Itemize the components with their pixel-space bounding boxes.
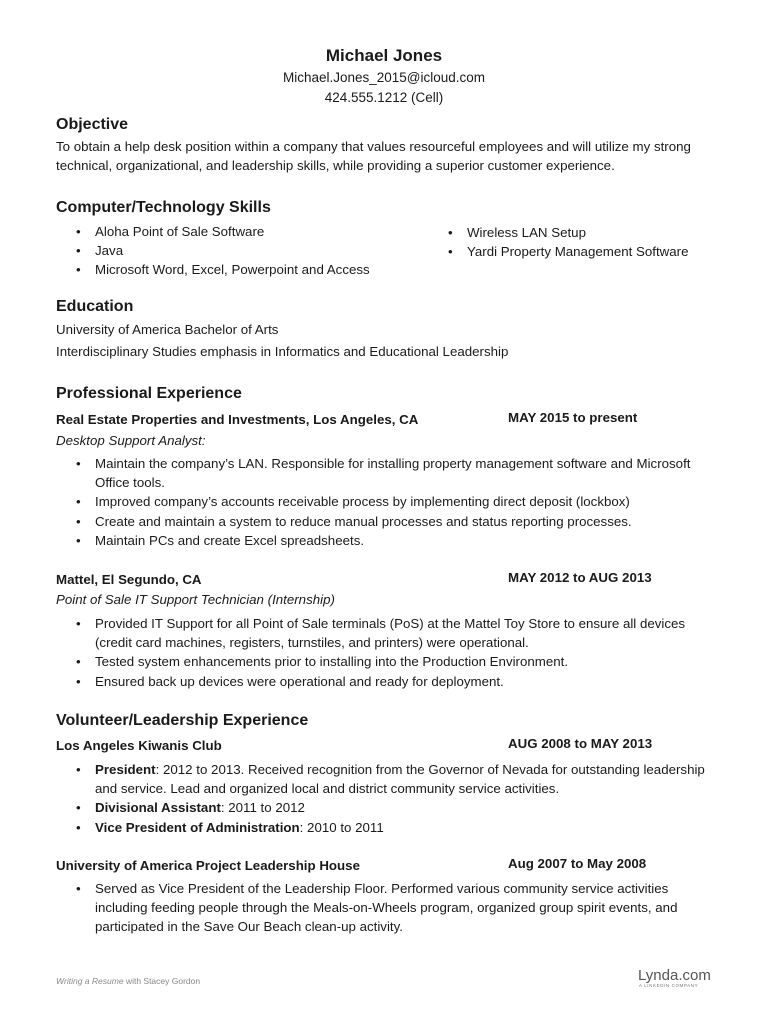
phone-number: 424.555.1212 (Cell) [324, 90, 444, 105]
lynda-logo [638, 967, 711, 988]
list-item: • Microsoft Word, Excel, Powerpoint and Access [76, 260, 370, 279]
list-item: • Maintain the company’s LAN. Responsible for installing property management software and Microsoft Office tools. [76, 454, 712, 492]
list-item: • Served as Vice President of the Leadership Floor. Performed various community service activities including feeding people through the Meals-on-Wheels program, organized group spirit events, and participated in the Save Our Beach clean-up activity. [76, 879, 712, 937]
education-heading: Education [56, 298, 134, 315]
email-address: Michael.Jones_2015@icloud.com [282, 70, 486, 85]
role-text: : 2010 to 2011 [299, 819, 384, 835]
job-bullets [76, 454, 712, 550]
logo-tagline: A LINKEDIN COMPANY [639, 983, 699, 988]
volunteer-dates: Aug 2007 to May 2008 [508, 856, 647, 871]
list-item: • Aloha Point of Sale Software [76, 222, 370, 241]
volunteer-org: University of America Project Leadership House [56, 858, 360, 873]
skills-list-right [448, 223, 688, 261]
education-emphasis: Interdisciplinary Studies emphasis in Informatics and Educational Leadership [56, 344, 509, 359]
job-role: Desktop Support Analyst: [56, 433, 206, 448]
course-author: with Stacey Gordon [123, 976, 201, 986]
list-item [76, 760, 712, 798]
role-text: : 2011 to 2012 [220, 800, 305, 816]
list-item: • Java [76, 241, 370, 260]
objective-heading: Objective [56, 116, 129, 133]
skills-heading: Computer/Technology Skills [56, 199, 271, 216]
list-item: • Improved company’s accounts receivable process by implementing direct deposit (lockbox) [76, 492, 712, 511]
list-item: • Create and maintain a system to reduce manual processes and status reporting processes. [76, 512, 712, 531]
volunteer-dates: AUG 2008 to MAY 2013 [508, 736, 653, 751]
job-dates: MAY 2015 to present [508, 410, 638, 425]
job-bullets [76, 614, 712, 691]
list-item: • Ensured back up devices were operational and ready for deployment. [76, 672, 712, 691]
list-item [76, 798, 712, 817]
list-item: • Tested system enhancements prior to installing into the Production Environment. [76, 652, 712, 671]
role-title: President [95, 762, 156, 777]
logo-text: Lynda.com [638, 967, 711, 984]
course-title: Writing a Resume [56, 976, 124, 986]
role-title: Vice President of Administration [95, 819, 300, 835]
resume-name: Michael Jones [325, 46, 443, 65]
volunteer-org: Los Angeles Kiwanis Club [56, 738, 222, 753]
role-text: : 2012 to 2013. Received recognition from the Governor of Nevada for outstanding leadership and service. Lead and organized local and district community service activities. [95, 762, 705, 797]
skills-list-left [76, 222, 370, 280]
job-dates: MAY 2012 to AUG 2013 [508, 570, 652, 585]
volunteer-bullets [76, 879, 712, 937]
job-company: Mattel, El Segundo, CA [56, 572, 202, 587]
education-degree: University of America Bachelor of Arts [56, 322, 279, 337]
list-item: • Provided IT Support for all Point of Sale terminals (PoS) at the Mattel Toy Store to ensure all devices (credit card machines, registers, turnstiles, and printers) were operational. [76, 614, 712, 652]
volunteer-heading: Volunteer/Leadership Experience [56, 712, 309, 729]
course-credit [56, 976, 200, 986]
job-role: Point of Sale IT Support Technician (Internship) [56, 592, 335, 607]
list-item: • Wireless LAN Setup [448, 223, 688, 242]
list-item [76, 818, 712, 837]
list-item: • Yardi Property Management Software [448, 242, 688, 261]
role-title: Divisional Assistant [95, 800, 221, 816]
job-company: Real Estate Properties and Investments, Los Angeles, CA [56, 412, 419, 427]
volunteer-roles [76, 760, 712, 837]
list-item: • Maintain PCs and create Excel spreadsheets. [76, 531, 712, 550]
objective-text: To obtain a help desk position within a company that values resourceful employees and will utilize my strong technical, organizational, and leadership skills, while providing a superior customer experience. [56, 139, 691, 173]
experience-heading: Professional Experience [56, 385, 242, 402]
